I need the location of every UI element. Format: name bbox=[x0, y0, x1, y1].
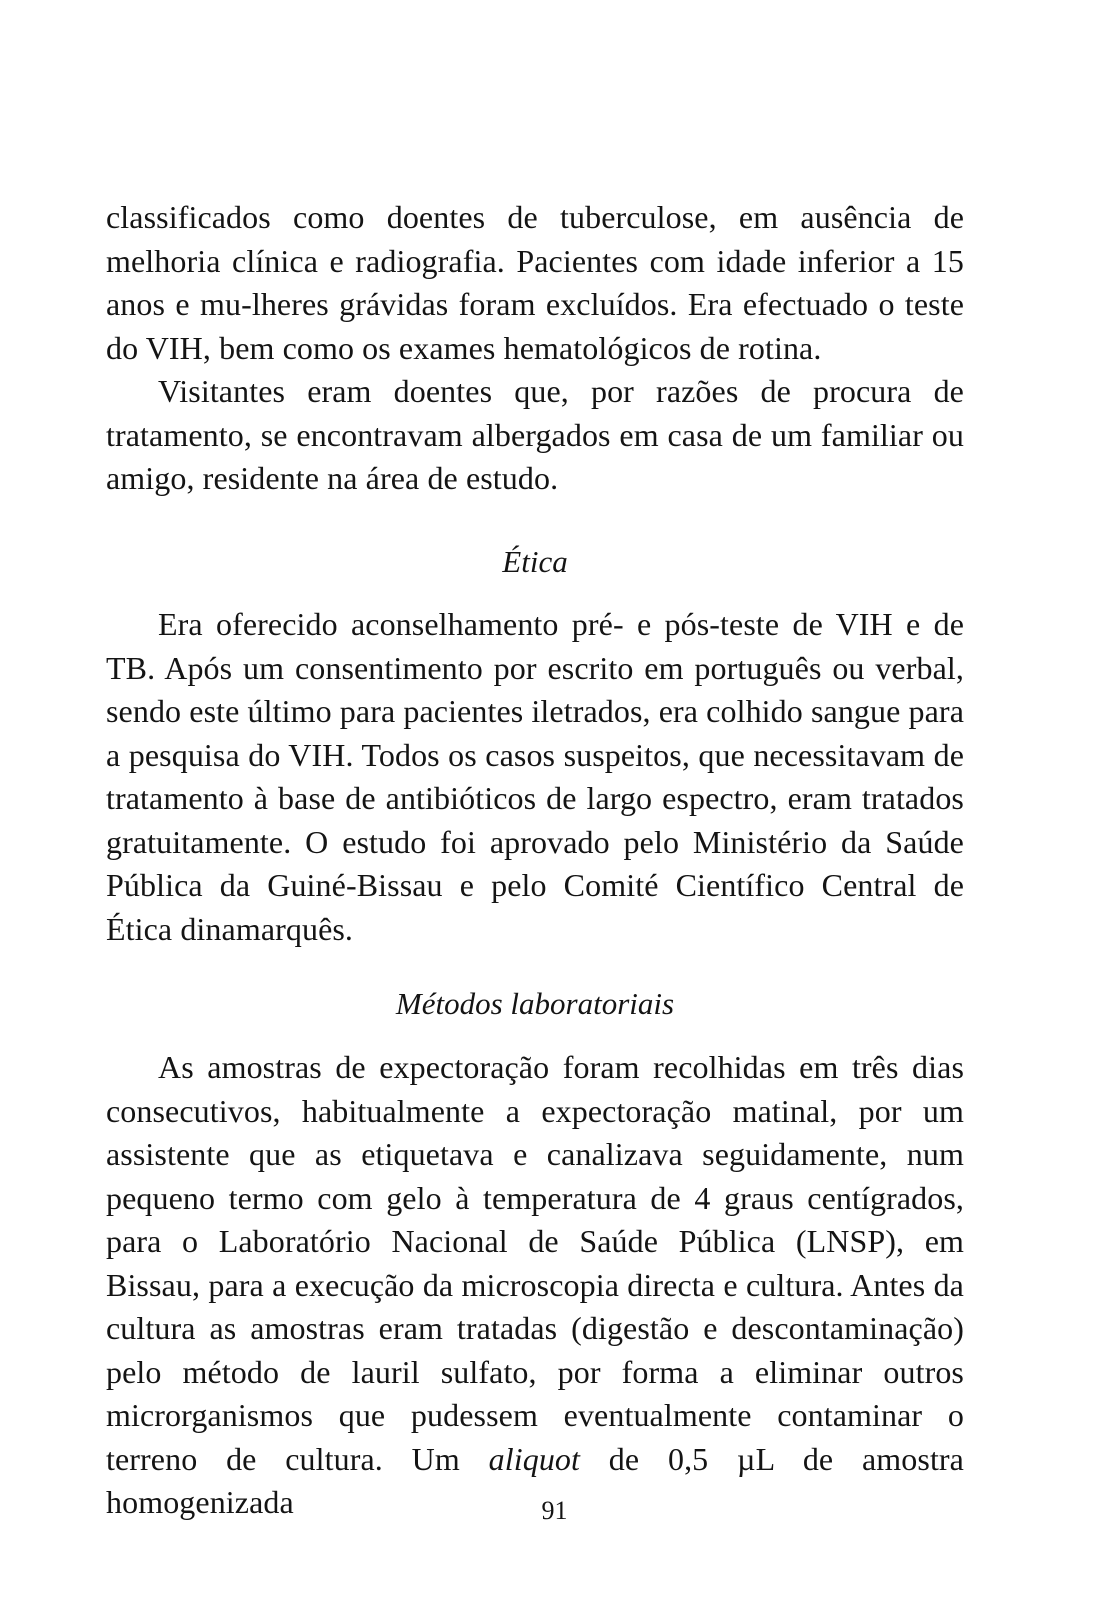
body-text-metodos bbox=[106, 1046, 964, 1525]
italic-term-aliquot: aliquot bbox=[488, 1440, 581, 1477]
paragraph-continuation: classificados como doentes de tuberculose, em ausência de melhoria clínica e radiografia. Pacientes com idade inferior a 15 anos e mu-lheres grávidas foram excluídos. Era efectuado o teste do VIH, bem como os exames hematológicos de rotina. bbox=[106, 199, 964, 366]
paragraph-visitantes: Visitantes eram doentes que, por razões de procura de tratamento, se encontravam albergados em casa de um familiar ou amigo, residente na área de estudo. bbox=[106, 373, 964, 496]
paragraph-metodos-text: As amostras de expectoração foram recolhidas em três dias consecutivos, habitualmente a expectoração matinal, por um assistente que as etiquetava e canalizava seguidamente, num pequeno termo com gelo à temperatura de 4 graus centígrados, para o Laboratório Nacional de Saúde Pública (LNSP), em Bissau, para a execução da microscopia directa e cultura. Antes da cultura as amostras eram tratadas (digestão e descontaminação) pelo método de lauril sulfato, por forma a eliminar outros microrganismos que pudessem eventualmente contaminar o terreno de cultura. Um bbox=[106, 1049, 964, 1477]
body-text-section-1 bbox=[106, 196, 964, 501]
section-heading-etica: Ética bbox=[502, 544, 568, 579]
paragraph-etica: Era oferecido aconselhamento pré- e pós-teste de VIH e de TB. Após um consentimento por escrito em português ou verbal, sendo este último para pacientes iletrados, era colhido sangue para a pesquisa do VIH. Todos os casos suspeitos, que necessitavam de tratamento à base de antibióticos de largo espectro, eram tratados gratuitamente. O estudo foi aprovado pelo Ministério da Saúde Pública da Guiné-Bissau e pelo Comité Científico Central de Ética dinamarquês. bbox=[106, 606, 964, 947]
section-heading-metodos-laboratoriais: Métodos laboratoriais bbox=[395, 986, 675, 1021]
paragraph-metodos bbox=[106, 1046, 964, 1525]
paragraph-metodos-text-end: de 0,5 µL de amostra homogenizada bbox=[106, 1440, 964, 1520]
body-text-etica bbox=[106, 603, 964, 951]
page-number: 91 bbox=[541, 1496, 568, 1525]
